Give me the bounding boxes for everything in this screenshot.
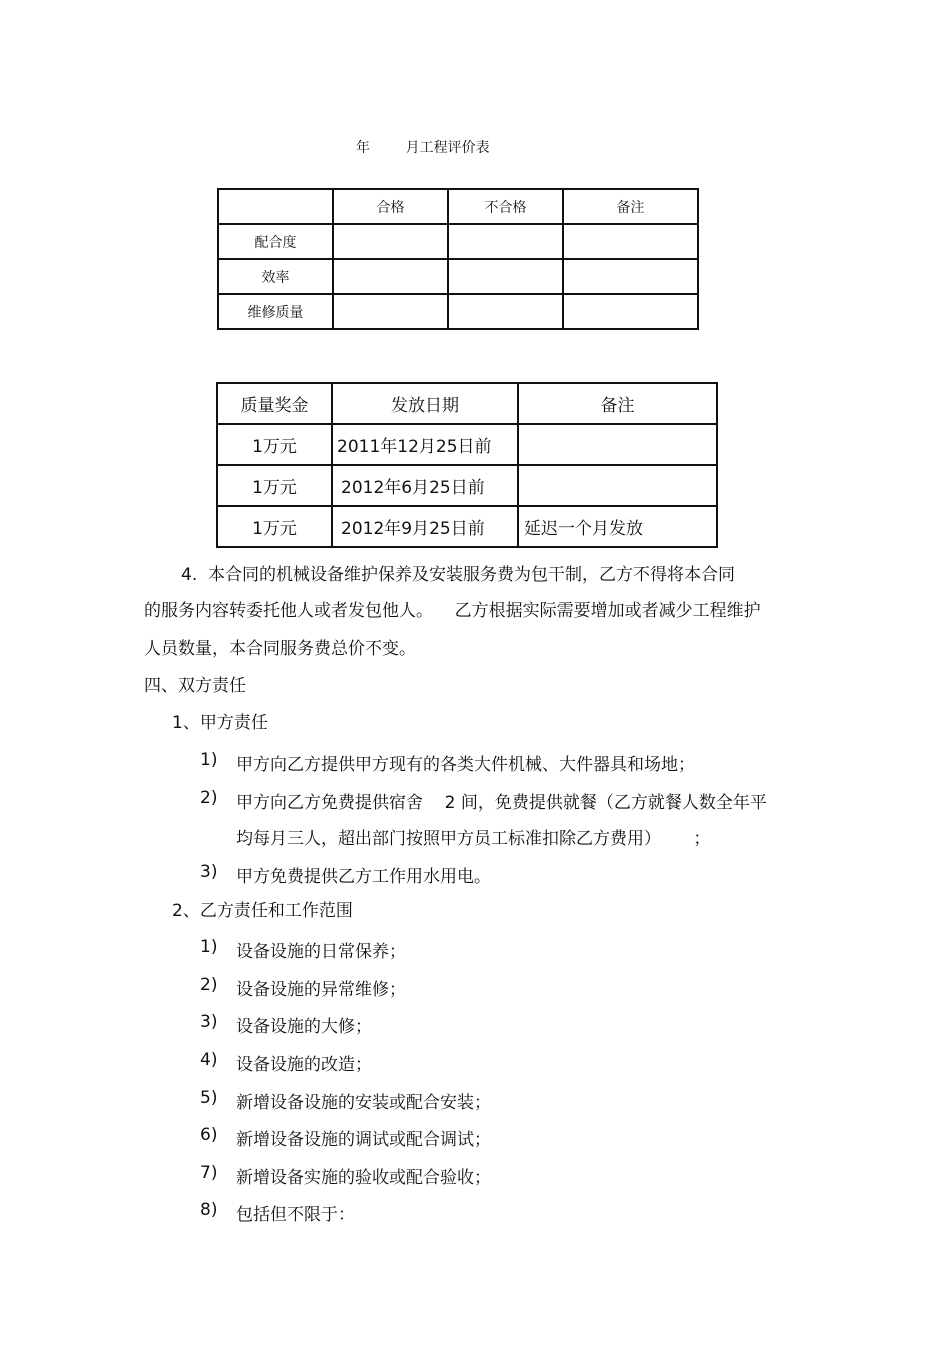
table-header-row [217,383,717,424]
bonus-date: 2012年6月25日前 [332,465,518,506]
bonus-amount: 1万元 [217,506,332,547]
bonus-amount: 1万元 [217,465,332,506]
list-number: 5) [200,1088,218,1108]
table-header-cell: 质量奖金 [217,383,332,424]
table-cell [563,259,698,294]
list-number: 7) [200,1163,218,1183]
list-number: 1) [200,937,218,957]
list-item: 新增设备设施的调试或配合调试； [236,1130,491,1150]
table-header-cell: 备注 [563,189,698,224]
table-row [217,465,717,506]
list-item-continuation: 均每月三人，超出部门按照甲方员工标准扣除乙方费用） ； [236,829,711,849]
list-item: 设备设施的大修； [236,1017,372,1037]
party-a-heading: 1、甲方责任 [172,713,268,733]
row-label: 配合度 [218,224,333,259]
list-number: 3) [200,862,218,882]
clause-4-line-3: 人员数量，本合同服务费总价不变。 [144,639,416,659]
table-row [217,506,717,547]
list-number: 8) [200,1200,218,1220]
list-item: 甲方向乙方提供甲方现有的各类大件机械、大件器具和场地； [236,755,695,775]
evaluation-table [217,188,699,330]
list-number: 3) [200,1012,218,1032]
table-header-row [218,189,698,224]
table-cell [333,294,448,329]
list-item: 设备设施的改造； [236,1055,372,1075]
row-label: 效率 [218,259,333,294]
list-number: 6) [200,1125,218,1145]
section-heading: 四、双方责任 [144,676,246,696]
list-item: 甲方向乙方免费提供宿舍 2 间，免费提供就餐（乙方就餐人数全年平 [236,793,767,813]
bonus-note [518,465,717,506]
table-row [218,224,698,259]
list-number: 2) [200,975,218,995]
table-header-cell: 合格 [333,189,448,224]
table-cell [333,259,448,294]
table-row [218,294,698,329]
list-item: 设备设施的日常保养； [236,942,406,962]
evaluation-table-title: 年 月工程评价表 [356,140,490,156]
list-item: 设备设施的异常维修； [236,980,406,1000]
table-cell [448,259,563,294]
bonus-note [518,424,717,465]
table-row [217,424,717,465]
table-row [218,259,698,294]
table-cell [448,224,563,259]
table-header-cell: 发放日期 [332,383,518,424]
bonus-note: 延迟一个月发放 [518,506,717,547]
table-cell [333,224,448,259]
bonus-table [216,382,718,548]
list-number: 1) [200,750,218,770]
list-item: 包括但不限于： [236,1205,355,1225]
bonus-date: 2012年9月25日前 [332,506,518,547]
party-b-heading: 2、乙方责任和工作范围 [172,901,353,921]
list-item: 甲方免费提供乙方工作用水用电。 [236,867,491,887]
row-label: 维修质量 [218,294,333,329]
table-header-cell: 备注 [518,383,717,424]
table-header-cell: 不合格 [448,189,563,224]
table-header-cell [218,189,333,224]
table-cell [448,294,563,329]
clause-4-line-1: 4. 本合同的机械设备维护保养及安装服务费为包干制，乙方不得将本合同 [181,565,736,585]
clause-4-line-2: 的服务内容转委托他人或者发包他人。 乙方根据实际需要增加或者减少工程维护 [144,601,761,621]
list-number: 2) [200,788,218,808]
list-item: 新增设备设施的安装或配合安装； [236,1093,491,1113]
table-cell [563,294,698,329]
list-item: 新增设备实施的验收或配合验收； [236,1168,491,1188]
bonus-date: 2011年12月25日前 [332,424,518,465]
list-number: 4) [200,1050,218,1070]
table-cell [563,224,698,259]
bonus-amount: 1万元 [217,424,332,465]
